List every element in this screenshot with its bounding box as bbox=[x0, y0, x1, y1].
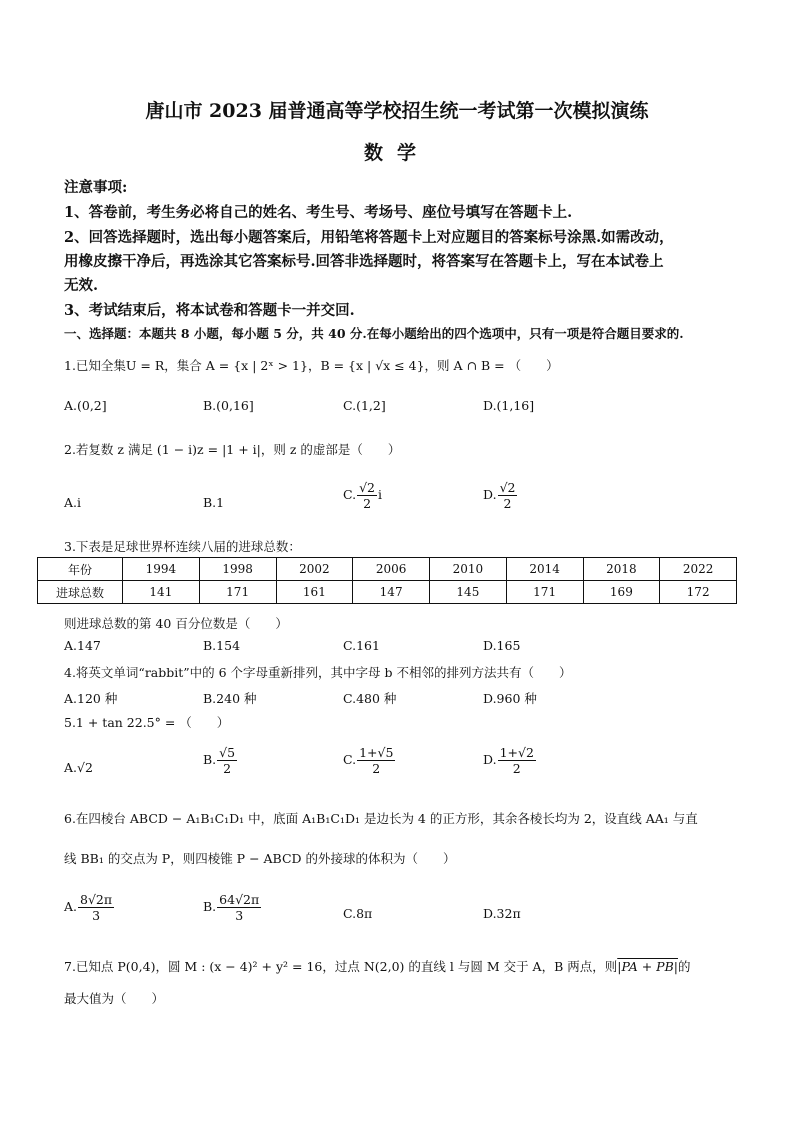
fraction-denominator: 3 bbox=[235, 908, 244, 923]
table-header-cell: 年份 bbox=[38, 558, 123, 581]
question-7-text: 7.已知点 P(0,4)，圆 M : (x − 4)² + y² = 16，过点 N(2,0) 的直线 l 与圆 M 交于 A，B 两点，则 bbox=[64, 959, 618, 974]
question-2-text: 2.若复数 z 满足 (1 − i)z = |1 + i|，则 z 的虚部是（ ） bbox=[64, 442, 401, 457]
question-6-option-a-prefix: A. bbox=[64, 899, 78, 914]
question-6-option-b-prefix: B. bbox=[203, 899, 217, 914]
fraction-denominator: 2 bbox=[223, 761, 232, 776]
notice-item-2-line-2: 用橡皮擦干净后，再选涂其它答案标号.回答非选择题时，将答案写在答题卡上，写在本试卷上 bbox=[64, 253, 664, 270]
question-1-option-d: D.(1,16] bbox=[483, 398, 535, 413]
fraction-numerator: 1+√5 bbox=[359, 745, 394, 760]
question-5-option-d-fraction bbox=[498, 745, 536, 776]
question-2-option-a: A.i bbox=[64, 495, 81, 510]
fraction-numerator: √2 bbox=[359, 480, 376, 495]
question-1-option-b: B.(0,16] bbox=[203, 398, 254, 413]
question-5-option-c-prefix: C. bbox=[343, 752, 357, 767]
question-6-line-2: 线 BB₁ 的交点为 P，则四棱锥 P − ABCD 的外接球的体积为（ ） bbox=[64, 851, 456, 866]
fraction-numerator: 64√2π bbox=[219, 892, 260, 907]
table-cell: 2006 bbox=[353, 558, 430, 581]
question-5-option-c bbox=[343, 745, 396, 776]
question-4-option-c: C.480 种 bbox=[343, 691, 397, 706]
question-7-line-2: 最大值为（ ） bbox=[64, 991, 165, 1006]
question-2-option-c-suffix: i bbox=[378, 487, 383, 502]
question-3-option-b: B.154 bbox=[203, 638, 241, 653]
table-cell: 147 bbox=[353, 581, 430, 604]
question-6-option-c: C.8π bbox=[343, 906, 373, 921]
fraction-numerator: √2 bbox=[499, 480, 516, 495]
question-2-option-d-prefix: D. bbox=[483, 487, 497, 502]
table-cell: 171 bbox=[199, 581, 276, 604]
question-2-option-c bbox=[343, 480, 382, 511]
question-5-text: 5.1 + tan 22.5° = （ ） bbox=[64, 715, 230, 730]
table-cell: 145 bbox=[430, 581, 507, 604]
question-7-line-1 bbox=[64, 957, 691, 975]
question-3-text: 3.下表是足球世界杯连续八届的进球总数： bbox=[64, 539, 301, 554]
question-5-option-b-prefix: B. bbox=[203, 752, 217, 767]
table-cell: 161 bbox=[276, 581, 353, 604]
question-2-option-c-prefix: C. bbox=[343, 487, 357, 502]
table-row-years bbox=[38, 558, 737, 581]
question-2-option-d bbox=[483, 480, 518, 511]
table-cell: 2002 bbox=[276, 558, 353, 581]
world-cup-goals-table bbox=[37, 557, 737, 604]
section-1-heading: 一、选择题：本题共 8 小题，每小题 5 分，共 40 分.在每小题给出的四个选项中，只有一项是符合题目要求的. bbox=[64, 326, 684, 341]
question-4-text: 4.将英文单词“rabbit”中的 6 个字母重新排列，其中字母 b 不相邻的排列方法共有（ ） bbox=[64, 665, 572, 680]
question-6-option-b bbox=[203, 892, 262, 923]
question-3-option-c: C.161 bbox=[343, 638, 380, 653]
fraction-numerator: √5 bbox=[219, 745, 236, 760]
fraction-numerator: 1+√2 bbox=[499, 745, 534, 760]
table-cell: 2010 bbox=[430, 558, 507, 581]
table-cell: 172 bbox=[660, 581, 737, 604]
question-5-option-a: A.√2 bbox=[64, 760, 93, 775]
fraction-denominator: 3 bbox=[92, 908, 101, 923]
fraction-numerator: 8√2π bbox=[80, 892, 113, 907]
question-6-option-a-fraction bbox=[78, 892, 114, 923]
question-2-option-c-fraction bbox=[357, 480, 377, 511]
question-4-option-b: B.240 种 bbox=[203, 691, 257, 706]
question-2-option-b: B.1 bbox=[203, 495, 225, 510]
table-header-cell: 进球总数 bbox=[38, 581, 123, 604]
fraction-denominator: 2 bbox=[363, 496, 372, 511]
question-7-vector-sum: |PA + PB| bbox=[617, 959, 678, 974]
question-3-option-a: A.147 bbox=[64, 638, 101, 653]
exam-subject: 数学 bbox=[363, 142, 430, 164]
question-6-option-b-fraction bbox=[217, 892, 261, 923]
question-1-option-c: C.(1,2] bbox=[343, 398, 386, 413]
question-7-line-1-tail: 的 bbox=[677, 959, 691, 974]
table-cell: 2014 bbox=[506, 558, 583, 581]
notice-item-2-line-1: 2、回答选择题时，选出每小题答案后，用铅笔将答题卡上对应题目的答案标号涂黑.如需改动， bbox=[64, 229, 674, 246]
table-row-goals bbox=[38, 581, 737, 604]
table-cell: 1994 bbox=[123, 558, 200, 581]
notice-item-3: 3、考试结束后，将本试卷和答题卡一并交回. bbox=[64, 302, 355, 319]
question-5-option-d bbox=[483, 745, 537, 776]
question-4-option-d: D.960 种 bbox=[483, 691, 537, 706]
question-5-option-c-fraction bbox=[357, 745, 395, 776]
notice-heading: 注意事项: bbox=[64, 179, 128, 196]
question-3-question: 则进球总数的第 40 百分位数是（ ） bbox=[64, 616, 288, 631]
question-5-option-b bbox=[203, 745, 238, 776]
notice-item-1: 1、答卷前，考生务必将自己的姓名、考生号、考场号、座位号填写在答题卡上. bbox=[64, 204, 573, 221]
fraction-denominator: 2 bbox=[512, 761, 521, 776]
table-cell: 141 bbox=[123, 581, 200, 604]
table-cell: 171 bbox=[506, 581, 583, 604]
question-6-line-1: 6.在四棱台 ABCD − A₁B₁C₁D₁ 中，底面 A₁B₁C₁D₁ 是边长为 4 的正方形，其余各棱长均为 2，设直线 AA₁ 与直 bbox=[64, 811, 698, 826]
question-6-option-a bbox=[64, 892, 115, 923]
question-1-option-a: A.(0,2] bbox=[64, 398, 107, 413]
exam-title: 唐山市 2023 届普通高等学校招生统一考试第一次模拟演练 bbox=[145, 100, 649, 122]
question-1-text: 1.已知全集U = R，集合 A = {x | 2ˣ > 1}，B = {x | √x ≤ 4}，则 A ∩ B = （ ） bbox=[64, 358, 559, 373]
fraction-denominator: 2 bbox=[372, 761, 381, 776]
fraction-denominator: 2 bbox=[503, 496, 512, 511]
notice-item-2-line-3: 无效. bbox=[64, 277, 99, 294]
question-2-option-d-fraction bbox=[498, 480, 518, 511]
question-5-option-d-prefix: D. bbox=[483, 752, 497, 767]
question-4-option-a: A.120 种 bbox=[64, 691, 118, 706]
question-6-option-d: D.32π bbox=[483, 906, 521, 921]
table-cell: 169 bbox=[583, 581, 660, 604]
question-3-option-d: D.165 bbox=[483, 638, 521, 653]
table-cell: 2022 bbox=[660, 558, 737, 581]
table-cell: 1998 bbox=[199, 558, 276, 581]
table-cell: 2018 bbox=[583, 558, 660, 581]
question-5-option-b-fraction bbox=[217, 745, 237, 776]
